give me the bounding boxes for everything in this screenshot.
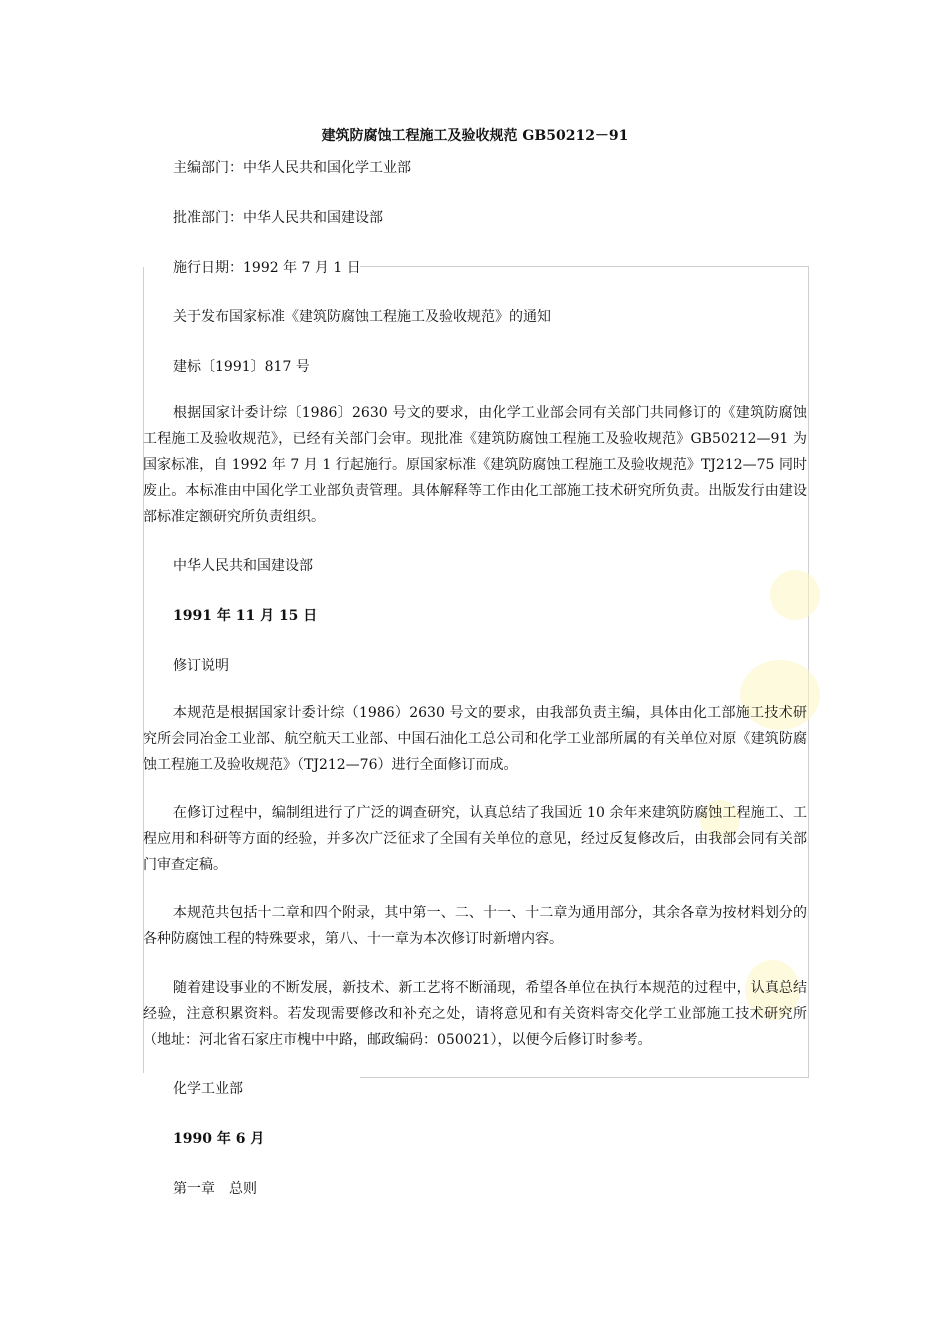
signer: 化学工业部 [173, 1081, 243, 1097]
notice-body: 根据国家计委计综〔1986〕2630 号文的要求，由化学工业部会同有关部门共同修订的《建筑防腐蚀工程施工及验收规范》，已经有关部门会审。现批准《建筑防腐蚀工程施工及验收规范》GB50212—91 为国家标准，自 1992 年 7 月 1 行起施行。原国家标准《建筑防腐蚀工程施工及验收规范》TJ212—75 同时废止。本标准由中国化学工业部负责管理。具体解释等工作由化工部施工技术研究所负责。出版发行由建设部标准定额研究所负责组织。 [143, 405, 807, 525]
decor-spot [770, 570, 820, 620]
issue-date: 1991 年 11 月 15 日 [173, 608, 318, 624]
revision-paragraph-4: 随着建设事业的不断发展，新技术、新工艺将不断涌现，希望各单位在执行本规范的过程中，认真总结经验，注意积累资料。若发现需要修改和补充之处，请将意见和有关资料寄交化学工业部施工技术研究所（地址：河北省石家庄市槐中中路，邮政编码：050021），以便今后修订时参考。 [143, 980, 807, 1048]
page-frame [143, 266, 809, 1078]
revision-paragraph-2: 在修订过程中，编制组进行了广泛的调查研究，认真总结了我国近 10 余年来建筑防腐蚀工程施工、工程应用和科研等方面的经验，并多次广泛征求了全国有关单位的意见，经过反复修改后，由我部会同有关部门审查定稿。 [143, 805, 807, 873]
editor-department: 主编部门：中华人民共和国化学工业部 [173, 160, 411, 176]
revision-paragraph-1: 本规范是根据国家计委计综（1986）2630 号文的要求，由我部负责主编，具体由化工部施工技术研究所会同冶金工业部、航空航天工业部、中国石油化工总公司和化学工业部所属的有关单位对原《建筑防腐蚀工程施工及验收规范》（TJ212—76）进行全面修订而成。 [143, 705, 807, 773]
notice-title: 关于发布国家标准《建筑防腐蚀工程施工及验收规范》的通知 [173, 309, 551, 325]
document-title: 建筑防腐蚀工程施工及验收规范 GB50212－91 [321, 128, 629, 144]
chapter-heading: 第一章 总则 [173, 1181, 257, 1197]
notice-number: 建标〔1991〕817 号 [173, 359, 310, 375]
sign-date: 1990 年 6 月 [173, 1131, 265, 1147]
effective-date: 施行日期：1992 年 7 月 1 日 [173, 260, 361, 276]
revision-paragraph-3: 本规范共包括十二章和四个附录，其中第一、二、十一、十二章为通用部分，其余各章为按材料划分的各种防腐蚀工程的特殊要求，第八、十一章为本次修订时新增内容。 [143, 905, 807, 947]
revision-heading: 修订说明 [173, 658, 229, 674]
issuer: 中华人民共和国建设部 [173, 558, 313, 574]
approval-department: 批准部门：中华人民共和国建设部 [173, 210, 383, 226]
